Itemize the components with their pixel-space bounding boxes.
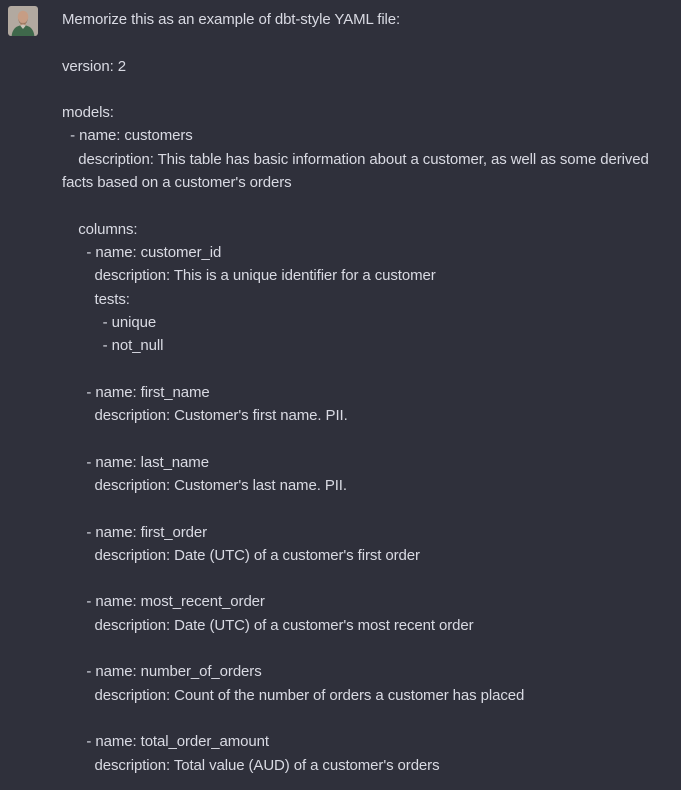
message-line: Memorize this as an example of dbt-style YAML file: [62,11,401,28]
message-line: version: 2 [62,57,127,75]
message-line: - not_null [62,337,164,355]
message-line [62,194,681,217]
message-line: - unique [62,313,157,331]
message-line [62,567,681,590]
message-line [62,357,681,380]
message-line: - name: first_order [62,523,208,541]
message-line: description: Date (UTC) of a customer's most recent order [62,616,474,634]
message-line: description: This is a unique identifier for a customer [62,267,436,285]
message-line: - name: total_order_amount [62,733,269,751]
message-line: columns: [62,220,138,238]
user-avatar [8,6,38,36]
message-line: description: Customer's last name. PII. [62,476,347,494]
message-line: facts based on a customer's orders [62,174,292,192]
message-line [62,707,681,730]
message-line: - name: first_name [62,383,210,401]
user-avatar-photo [8,6,38,36]
message-line: tests: [62,290,130,308]
message-line: description: Date (UTC) of a customer's first order [62,546,420,564]
message-line: description: Count of the number of orders a customer has placed [62,686,525,704]
message-line: description: Customer's first name. PII. [62,407,348,425]
message-line [62,427,681,450]
message-line [62,637,681,660]
message-line: - name: number_of_orders [62,663,262,681]
message-line: - name: last_name [62,453,209,471]
message-line: - name: customers [62,127,193,145]
message-line [62,31,681,54]
message-line: models: [62,104,114,122]
message-line: - name: most_recent_order [62,593,265,611]
message-line: description: This table has basic information about a customer, as well as some derived [62,150,649,168]
message-line [62,78,681,101]
message-line [62,497,681,520]
message-line: description: Total value (AUD) of a customer's orders [62,756,440,774]
message-body [62,8,681,777]
message-line: - name: customer_id [62,243,222,261]
